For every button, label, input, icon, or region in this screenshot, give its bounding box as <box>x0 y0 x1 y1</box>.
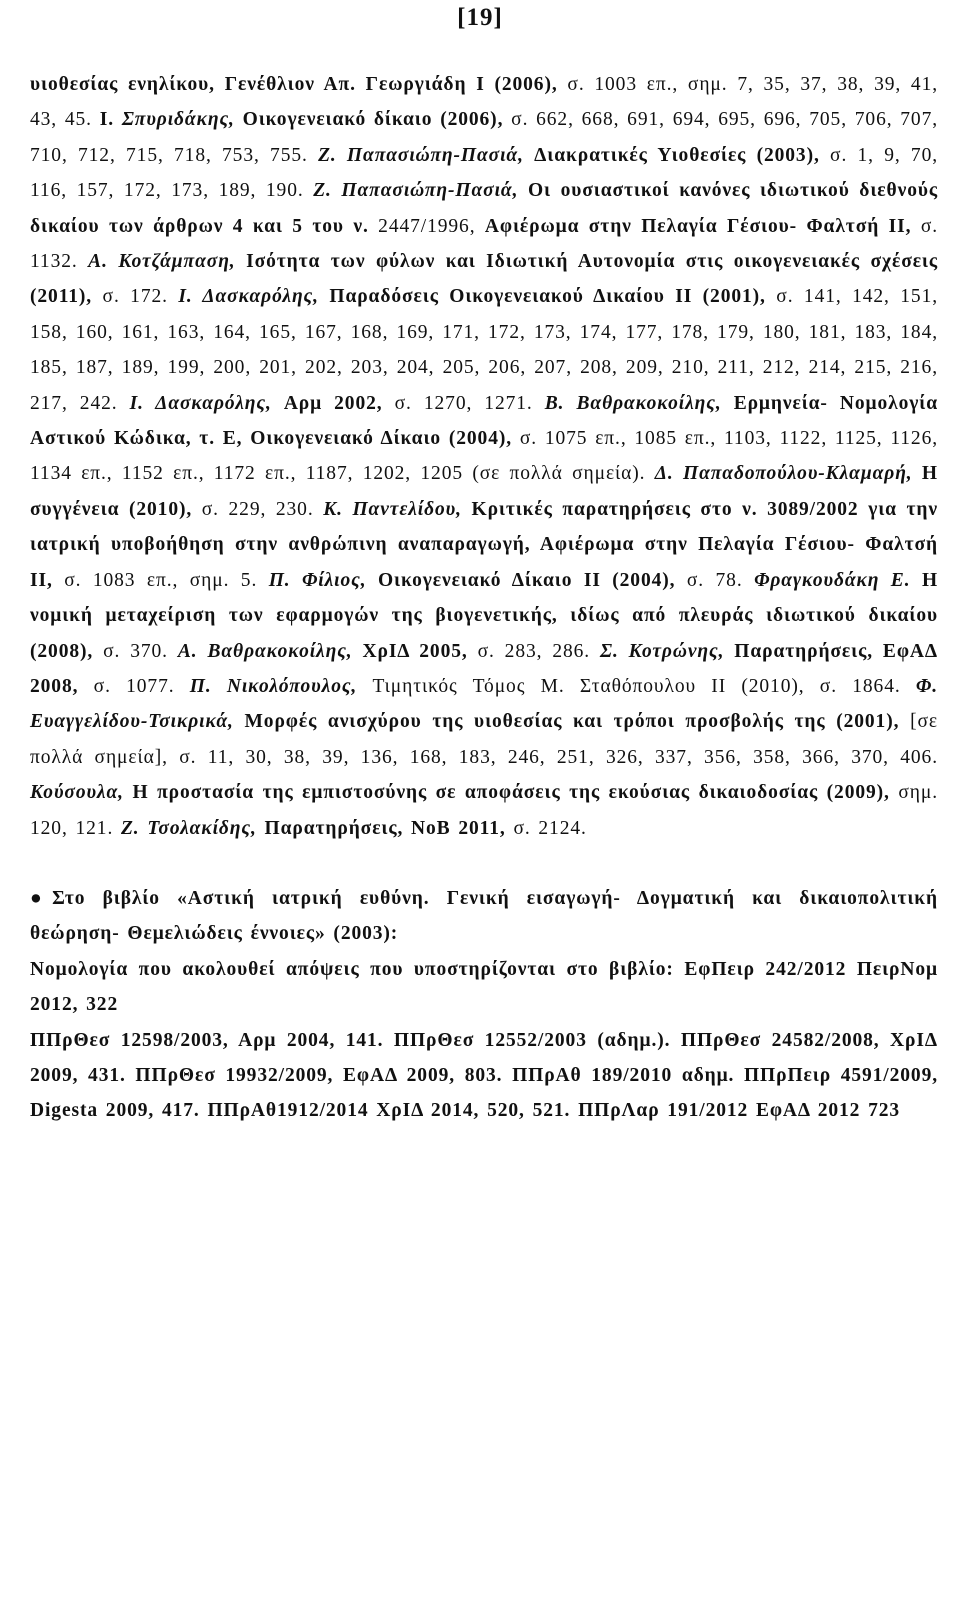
citation-author-run <box>323 499 471 520</box>
citation-author: Ι. Δασκαρόλης, <box>178 286 330 308</box>
citation-author: Σ. Κοτρώνης, <box>599 640 735 662</box>
citation-title: Ισότητα των φύλων και Ιδιωτική Αυτονομία στις οικογενειακές σχέσεις (2011), <box>30 251 939 308</box>
book-heading <box>30 881 938 952</box>
citation-pages: [σε πολλά σημεία], σ. 11, 30, 38, 39, 136, 168, 183, 246, 251, 326, 337, 356, 358, 366, 370, 406. <box>30 711 938 768</box>
citation-author-run <box>318 145 534 166</box>
citation-title: Παρατηρήσεις, ΕφΑΔ 2008, <box>30 640 939 697</box>
citation-title: Οι ουσιαστικοί κανόνες ιδιωτικού διεθνούς δικαίου των άρθρων 4 και 5 του ν. <box>30 180 938 237</box>
citation-title: Η συγγένεια (2010), <box>30 463 938 520</box>
citation-pages: σ. 370. <box>103 640 178 662</box>
citation-author: Π. Νικολόπουλος, <box>189 675 373 697</box>
citation-pages: 2447/1996, <box>378 215 485 237</box>
citation-title: Παραδόσεις Οικογενειακού Δικαίου ΙΙ (2001), <box>329 286 777 308</box>
citation-title: υιοθεσίας ενηλίκου, Γενέθλιον Απ. Γεωργιάδη Ι (2006), <box>30 74 568 95</box>
citation-author: Π. Φίλιος, <box>268 569 378 591</box>
citation-pages: σ. 78. <box>686 569 755 591</box>
citation-author-run <box>30 782 132 803</box>
citation-author-run <box>655 463 922 484</box>
citation-author-run <box>88 251 246 272</box>
citation-author: Β. Βαθρακοκοίλης, <box>544 392 734 414</box>
book-heading-text: ●Στο βιβλίο «Αστική ιατρική ευθύνη. Γενική εισαγωγή- Δογματική και δικαιοπολιτική θεώρηση- Θεμελιώδεις έννοιες» (2003): <box>30 887 938 945</box>
case-law-intro <box>30 952 938 1023</box>
citation-title: Μορφές ανισχύρου της υιοθεσίας και τρόποι προσβολής της (2001), <box>244 711 911 733</box>
citation-pages: σ. 1077. <box>93 675 190 697</box>
document-body <box>30 67 938 1129</box>
citation-author-run <box>545 393 734 414</box>
citation-title: Αρμ 2002, <box>283 392 395 414</box>
citation-pages: σ. 1083 επ., σημ. 5. <box>64 569 269 591</box>
citation-author: Σπυριδάκης, <box>121 109 243 131</box>
citation-author: Κούσουλα, <box>30 782 133 804</box>
citation-title: Η προστασία της εμπιστοσύνης σε αποφάσεις της εκούσιας δικαιοδοσίας (2009), <box>132 782 899 804</box>
citation-title: ΧρΙΔ 2005, <box>362 640 478 662</box>
citation-title: Αφιέρωμα στην Πελαγία Γέσιου- Φαλτσή ΙΙ, <box>484 215 921 237</box>
citation-author: Ι. Δασκαρόλης, <box>129 392 284 414</box>
page-number: [19] <box>457 4 503 31</box>
citation-author: Δ. Παπαδοπούλου-Κλαμαρή, <box>654 463 922 485</box>
citation-pages: σ. 1003 επ., σημ. 7, 35, 37, 38, 39, 41, 43, 45. <box>30 74 938 131</box>
citation-pages: σ. 1132. <box>30 215 938 273</box>
citation-author: Ζ. Παπασιώπη-Πασιά, <box>318 144 535 166</box>
citation-title: Ι. <box>99 109 122 131</box>
citation-pages: Τιμητικός Τόμος Μ. Σταθόπουλου ΙΙ (2010), σ. 1864. <box>372 675 916 697</box>
citation-author: Φ. Ευαγγελίδου-Τσικρικά, <box>30 675 938 733</box>
citation-title: Κριτικές παρατηρήσεις στο ν. 3089/2002 για την ιατρική υποβοήθηση στην ανθρώπινη αναπαραγωγή, Αφιέρωμα στην Πελαγία Γέσιου- Φαλτσή ΙΙ, <box>30 498 939 591</box>
citation-pages: σ. 172. <box>102 286 179 308</box>
case-law-intro-text: Νομολογία που ακολουθεί απόψεις που υποστηρίζονται στο βιβλίο: ΕφΠειρ 242/2012 ΠειρΝομ 2012, 322 <box>30 958 938 1016</box>
citation-pages: σ. 2124. <box>513 817 587 839</box>
citation-title: Οικογενειακό Δίκαιο ΙΙ (2004), <box>377 569 687 591</box>
citation-author-run <box>313 180 528 201</box>
case-law-list-text: ΠΠρΘεσ 12598/2003, Αρμ 2004, 141. ΠΠρΘεσ 12552/2003 (αδημ.). ΠΠρΘεσ 24582/2008, ΧρΙΔ 2009, 431. ΠΠρΘεσ 19932/2009, ΕφΑΔ 2009, 803. ΠΠρΑθ 189/2010 αδημ. ΠΠρΠειρ 4591/2009, Digesta 2009, 417. ΠΠρΑθ1912/2014 ΧρΙΔ 2014, 520, 521. ΠΠρΛαρ 191/2012 ΕφΑΔ 2012 723 <box>30 1029 938 1122</box>
citation-author: Κ. Παντελίδου, <box>323 498 472 520</box>
citation-author-run <box>600 641 734 662</box>
book-section <box>30 881 938 1129</box>
citation-author-run <box>121 818 265 839</box>
citation-title: Οικογενειακό δίκαιο (2006), <box>242 109 512 131</box>
citation-author-run <box>190 676 373 697</box>
citations-paragraph <box>30 67 938 846</box>
citation-author-run <box>122 109 243 130</box>
citation-title: Παρατηρήσεις, ΝοΒ 2011, <box>264 817 514 839</box>
citation-author: Φραγκουδάκη Ε. <box>754 569 922 591</box>
citation-author-run <box>269 570 378 591</box>
citation-author-run <box>754 570 922 591</box>
case-law-list <box>30 1023 938 1129</box>
citation-author-run <box>178 641 363 662</box>
citation-author: Α. Κοτζάμπαση, <box>88 251 247 273</box>
citation-author: Α. Βαθρακοκοίλης, <box>177 640 363 662</box>
citation-pages: σ. 662, 668, 691, 694, 695, 696, 705, 706, 707, 710, 712, 715, 718, 753, 755. <box>30 109 939 166</box>
citation-pages: σ. 1075 επ., 1085 επ., 1103, 1122, 1125, 1126, 1134 επ., 1152 επ., 1172 επ., 1187, 1202, 1205 (σε πολλά σημεία). <box>30 428 938 485</box>
citation-pages: σ. 1270, 1271. <box>394 392 545 414</box>
citation-pages: σ. 283, 286. <box>477 640 600 662</box>
citation-pages: σ. 229, 230. <box>201 498 324 520</box>
citation-pages: σ. 1, 9, 70, 116, 157, 172, 173, 189, 190. <box>30 144 939 202</box>
citation-title: Η νομική μεταχείριση των εφαρμογών της βιογενετικής, ιδίως από πλευράς ιδιωτικού δικαίου (2008), <box>30 569 939 662</box>
citation-pages: σημ. 120, 121. <box>30 782 938 839</box>
citation-author: Ζ. Παπασιώπη-Πασιά, <box>313 180 528 202</box>
citation-author-run <box>178 286 329 307</box>
citation-author-run <box>130 393 284 414</box>
citation-pages: σ. 141, 142, 151, 158, 160, 161, 163, 164, 165, 167, 168, 169, 171, 172, 173, 174, 177, 178, 179, 180, 181, 183, 184, 185, 187, 189, 199, 200, 201, 202, 203, 204, 205, 206, 207, 208, 209, 210, 211, 212, 214, 215, 216, 217, 242. <box>30 286 939 414</box>
citation-author: Ζ. Τσολακίδης, <box>121 817 265 839</box>
citation-title: Διακρατικές Υιοθεσίες (2003), <box>534 144 831 166</box>
citation-title: Ερμηνεία- Νομολογία Αστικού Κώδικα, τ. Ε, Οικογενειακό Δίκαιο (2004), <box>30 392 939 450</box>
